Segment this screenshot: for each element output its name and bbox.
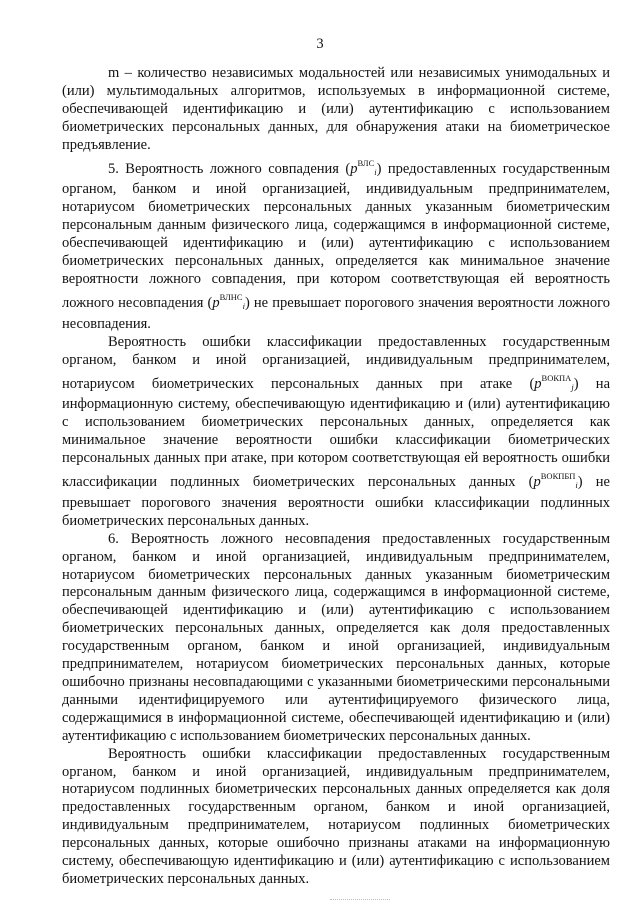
document-body xyxy=(62,65,610,889)
paragraph-5 xyxy=(62,155,610,334)
page-number: 3 xyxy=(316,36,324,52)
paragraph-5-text-middle: ) предоставленных государственным органом, банком и иной организацией, индивидуальным предпринимателем, нотариусом биометрических персональных данных указанным биометрическим персональным данным физического лица, содержащимся в информационной системе, обеспечивающей идентификацию и (или) аутентификацию с использованием биометрических персональных данных, определяется как минимальное значение вероятности ложного совпадения, при котором соответствующая ей вероятность ложного несовпадения ( xyxy=(62,160,610,311)
paragraph-6: 6. Вероятность ложного несовпадения предоставленных государственным органом, банком и иной организацией, индивидуальным предпринимателем, нотариусом биометрических персональных данных указанным биометрическим персональным данным физического лица, содержащимся в информационной системе, обеспечивающей идентификацию и (или) аутентификацию с использованием биометрических персональных данных, определяется как доля предоставленных государственным органом, банком и иной организацией, индивидуальным предпринимателем, нотариусом биометрических персональных данных, которые ошибочно признаны несовпадающими с указанными биометрическими персональными данными идентифицируемого или аутентифицируемого физического лица, содержащимися в информационной системе, обеспечивающей идентификацию и (или) аутентификацию с использованием биометрических персональных данных. xyxy=(62,530,610,744)
probability-symbol-vlns: $p^{ВЛНС}_i$ xyxy=(212,291,245,311)
paragraph-5b-text-before: Вероятность ошибки классификации предоставленных государственным органом, банком и иной организацией, индивидуальным предпринимателем, нотариусом биометрических персональных данных при атаке ( xyxy=(62,333,610,392)
paragraph-5-classification xyxy=(62,334,610,531)
paragraph-5-text-before: 5. Вероятность ложного совпадения ( xyxy=(108,160,351,177)
paragraph-5b-text-middle: ) на информационную систему, обеспечивающую идентификацию и (или) аутентификацию с использованием биометрических персональных данных, определяется как минимальное значение вероятности ошибки классификации биометрических персональных данных при атаке, при котором соответствующая ей вероятность ошибки классификации подлинных биометрических персональных данных ( xyxy=(62,375,611,491)
probability-symbol-vokpbp: $p^{ВОКПБП}_i$ xyxy=(533,471,578,491)
paragraph-5-text-after: ) не превышает порогового значения вероятности ложного несовпадения. xyxy=(62,294,610,332)
paragraph-m-definition: m – количество независимых модальностей или независимых унимодальных и (или) мультимодальных алгоритмов, используемых в информационной системе, обеспечивающей идентификацию и (или) аутентификацию с использованием биометрических персональных данных, для обнаружения атаки на биометрическое предъявление. xyxy=(62,65,610,153)
paragraph-6-classification: Вероятность ошибки классификации предоставленных государственным органом, банком и иной организацией, индивидуальным предпринимателем, нотариусом подлинных биометрических персональных данных определяется как доля предоставленных государственным органом, банком и иной организацией, индивидуальным предпринимателем, нотариусом подлинных биометрических персональных данных, которые ошибочно признаны атаками на информационную систему, обеспечивающую идентификацию и (или) аутентификацию с использованием биометрических персональных данных. xyxy=(62,745,610,887)
scan-edge-mark xyxy=(330,899,390,901)
probability-symbol-vokpa: $p^{ВОКПА}_j$ xyxy=(534,372,574,392)
paragraph-5b-text-after: ) не превышает порогового значения вероятности ошибки классификации подлинных биометрических персональных данных. xyxy=(62,474,610,529)
probability-symbol-vls: $p^{ВЛС}_i$ xyxy=(350,157,377,177)
